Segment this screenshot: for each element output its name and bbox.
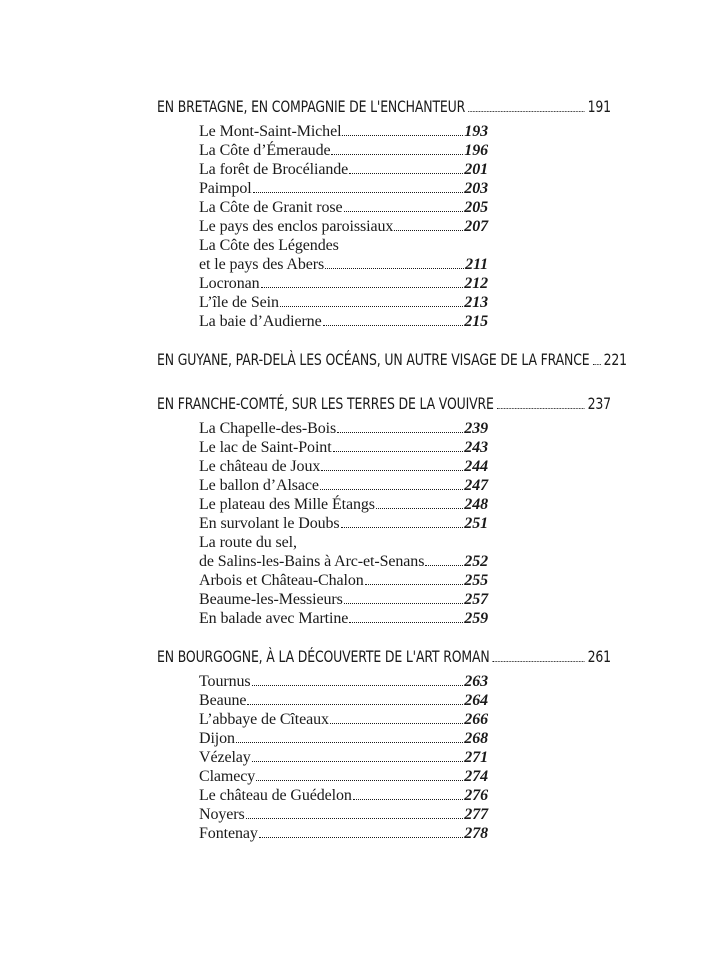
entry-title: Beaume-les-Messieurs (199, 591, 343, 608)
dot-leader (344, 211, 464, 212)
toc-entry-first-line (199, 533, 488, 552)
entry-title: Le château de Joux (199, 458, 321, 475)
toc-section-franche-comte (157, 391, 611, 628)
entry-title: La forêt de Brocéliande (199, 161, 349, 178)
section-page-number: 237 (587, 394, 611, 413)
entry-title: En survolant le Doubs (199, 515, 340, 532)
entry-title: Tournus (199, 673, 251, 690)
dot-leader (497, 408, 585, 409)
toc-entry (199, 179, 488, 198)
entry-page-number: 255 (464, 572, 488, 589)
entry-page-number: 259 (464, 610, 488, 627)
entry-page-number: 247 (464, 477, 488, 494)
section-title: EN BOURGOGNE, À LA DÉCOUVERTE DE L'ART ROMAN (157, 647, 490, 666)
toc-section-bretagne (157, 94, 611, 331)
entry-title: Le plateau des Mille Étangs (199, 496, 375, 513)
entry-page-number: 215 (464, 313, 488, 330)
toc-entry (199, 786, 488, 805)
toc-entry (199, 590, 488, 609)
toc-entry (199, 824, 488, 843)
section-heading (157, 94, 611, 122)
entry-title: Dijon (199, 730, 235, 747)
toc-entry (199, 476, 488, 495)
entry-page-number: 271 (464, 749, 488, 766)
entry-page-number: 266 (464, 711, 488, 728)
toc-entry-first-line (199, 236, 488, 255)
section-title: EN BRETAGNE, EN COMPAGNIE DE L'ENCHANTEUR (157, 97, 466, 116)
dot-leader (247, 704, 463, 705)
toc-entry (199, 122, 488, 141)
entry-title: Fontenay (199, 825, 258, 842)
entry-title: Clamecy (199, 768, 256, 785)
toc-entry (199, 141, 488, 160)
dot-leader (376, 508, 463, 509)
section-page-number: 221 (603, 350, 627, 369)
toc-entry (199, 495, 488, 514)
toc-section-bourgogne (157, 644, 611, 843)
dot-leader (261, 287, 464, 288)
entry-title: Paimpol (199, 180, 252, 197)
entry-title: La Côte des Légendes (199, 237, 339, 254)
toc-entry (199, 255, 488, 274)
entry-title: Le ballon d’Alsace (199, 477, 319, 494)
dot-leader (425, 565, 463, 566)
entry-page-number: 252 (464, 553, 488, 570)
entry-title: Arbois et Château-Chalon (199, 572, 364, 589)
toc-entry (199, 710, 488, 729)
dot-leader (337, 432, 463, 433)
entry-title: de Salins-les-Bains à Arc-et-Senans (199, 553, 425, 570)
entry-title: Noyers (199, 806, 245, 823)
dot-leader (252, 761, 464, 762)
dot-leader (344, 603, 464, 604)
entry-page-number: 244 (464, 458, 488, 475)
dot-leader (330, 723, 463, 724)
toc-entry (199, 419, 488, 438)
entry-page-number: 211 (465, 256, 488, 273)
dot-leader (394, 230, 463, 231)
entry-page-number: 251 (464, 515, 488, 532)
entry-title: La Chapelle-des-Bois (199, 420, 337, 437)
dot-leader (280, 306, 463, 307)
dot-leader (349, 173, 463, 174)
entry-page-number: 213 (464, 294, 488, 311)
dot-leader (365, 584, 464, 585)
entry-title: L’île de Sein (199, 294, 279, 311)
dot-leader (593, 364, 601, 365)
entry-page-number: 203 (464, 180, 488, 197)
entry-page-number: 201 (464, 161, 488, 178)
section-entries (199, 122, 488, 331)
section-entries (199, 672, 488, 843)
dot-leader (341, 527, 464, 528)
dot-leader (246, 818, 464, 819)
toc-entry (199, 274, 488, 293)
toc-entry (199, 571, 488, 590)
dot-leader (353, 799, 463, 800)
section-page-number: 261 (587, 647, 611, 666)
entry-title: Locronan (199, 275, 260, 292)
entry-title: Vézelay (199, 749, 251, 766)
toc-entry (199, 312, 488, 331)
entry-page-number: 239 (464, 420, 488, 437)
entry-page-number: 196 (464, 142, 488, 159)
entry-page-number: 274 (464, 768, 488, 785)
toc-entry (199, 609, 488, 628)
entry-page-number: 276 (464, 787, 488, 804)
toc-entry (199, 767, 488, 786)
toc-entry (199, 438, 488, 457)
toc-entry (199, 514, 488, 533)
entry-page-number: 248 (464, 496, 488, 513)
dot-leader (333, 451, 464, 452)
entry-title: Le Mont-Saint-Michel (199, 123, 342, 140)
entry-page-number: 207 (464, 218, 488, 235)
dot-leader (253, 192, 464, 193)
dot-leader (493, 661, 585, 662)
dot-leader (252, 685, 464, 686)
dot-leader (323, 325, 464, 326)
toc-entry (199, 672, 488, 691)
entry-page-number: 277 (464, 806, 488, 823)
toc-entry (199, 552, 488, 571)
toc-entry (199, 457, 488, 476)
entry-title: La baie d’Audierne (199, 313, 322, 330)
entry-title: La route du sel, (199, 534, 297, 551)
dot-leader (320, 489, 463, 490)
dot-leader (236, 742, 463, 743)
dot-leader (259, 837, 464, 838)
toc-entry (199, 805, 488, 824)
toc-entry (199, 748, 488, 767)
section-title: EN GUYANE, PAR-DELÀ LES OCÉANS, UN AUTRE VISAGE DE LA FRANCE (157, 350, 590, 369)
entry-page-number: 257 (464, 591, 488, 608)
entry-page-number: 205 (464, 199, 488, 216)
toc-entry (199, 691, 488, 710)
entry-title: La Côte d’Émeraude (199, 142, 331, 159)
entry-title: et le pays des Abers (199, 256, 325, 273)
dot-leader (325, 268, 464, 269)
toc-entry (199, 198, 488, 217)
section-heading (157, 644, 611, 672)
toc-entry (199, 729, 488, 748)
dot-leader (321, 470, 463, 471)
dot-leader (342, 135, 463, 136)
dot-leader (349, 622, 463, 623)
section-heading (157, 391, 611, 419)
entry-title: Beaune (199, 692, 247, 709)
toc-entry (199, 293, 488, 312)
table-of-contents (157, 94, 627, 843)
toc-entry (199, 160, 488, 179)
entry-title: Le pays des enclos paroissiaux (199, 218, 394, 235)
dot-leader (468, 111, 584, 112)
entry-page-number: 243 (464, 439, 488, 456)
entry-title: La Côte de Granit rose (199, 199, 343, 216)
entry-page-number: 264 (464, 692, 488, 709)
section-heading (157, 347, 627, 375)
section-page-number: 191 (587, 97, 611, 116)
entry-page-number: 193 (464, 123, 488, 140)
entry-page-number: 278 (464, 825, 488, 842)
entry-title: En balade avec Martine (199, 610, 349, 627)
entry-title: Le lac de Saint-Point (199, 439, 332, 456)
entry-page-number: 263 (464, 673, 488, 690)
section-title: EN FRANCHE-COMTÉ, SUR LES TERRES DE LA VOUIVRE (157, 394, 494, 413)
entry-title: L’abbaye de Cîteaux (199, 711, 329, 728)
dot-leader (331, 154, 463, 155)
entry-title: Le château de Guédelon (199, 787, 352, 804)
toc-section-guyane (157, 347, 627, 375)
toc-entry (199, 217, 488, 236)
entry-page-number: 212 (464, 275, 488, 292)
entry-page-number: 268 (464, 730, 488, 747)
section-entries (199, 419, 488, 628)
dot-leader (256, 780, 463, 781)
